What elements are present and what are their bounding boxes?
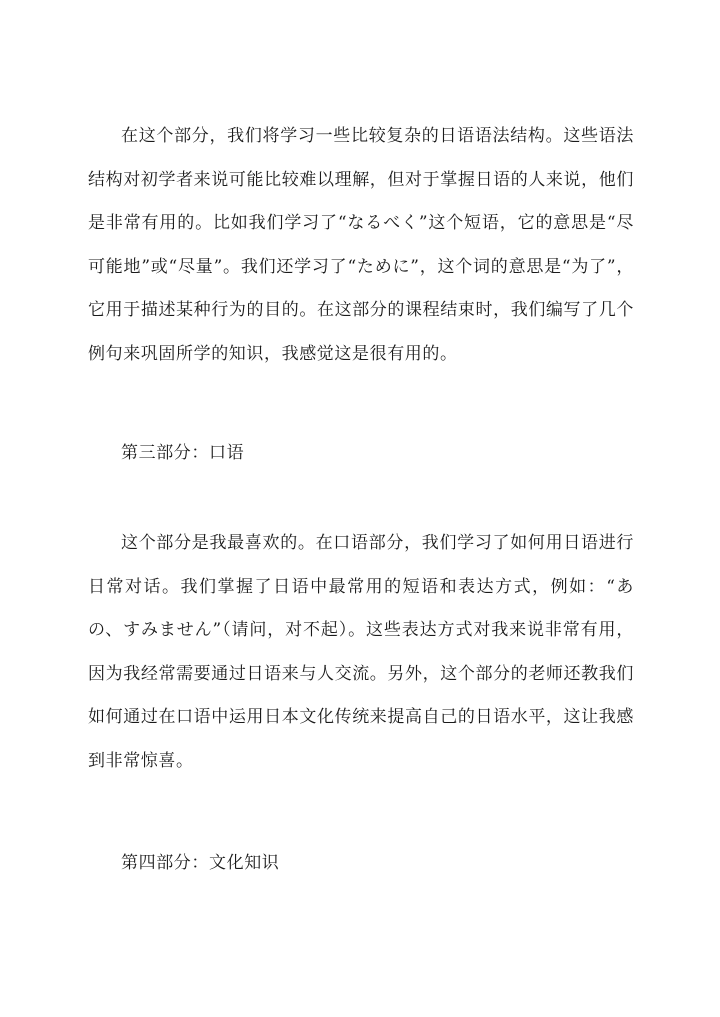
section-heading-culture: 第四部分：文化知识: [121, 853, 280, 873]
paragraph-speaking: 这个部分是我最喜欢的。在口语部分，我们学习了如何用日语进行日常对话。我们掌握了日语中最常用的短语和表达方式，例如：“あの、すみません”（请问，对不起）。这些表达方式对我来说非常有用，因为我经常需要通过日语来与人交流。另外，这个部分的老师还教我们如何通过在口语中运用日本文化传统来提高自己的日语水平，这让我感到非常惊喜。: [88, 533, 634, 771]
section-heading-speaking: 第三部分：口语: [121, 443, 245, 463]
paragraph-grammar: 在这个部分，我们将学习一些比较复杂的日语语法结构。这些语法结构对初学者来说可能比较难以理解，但对于掌握日语的人来说，他们是非常有用的。比如我们学习了“なるべく”这个短语，它的意思是“尽可能地”或“尽量”。我们还学习了“ために”，这个词的意思是“为了”，它用于描述某种行为的目的。在这部分的课程结束时，我们编写了几个例句来巩固所学的知识，我感觉这是很有用的。: [88, 126, 634, 364]
